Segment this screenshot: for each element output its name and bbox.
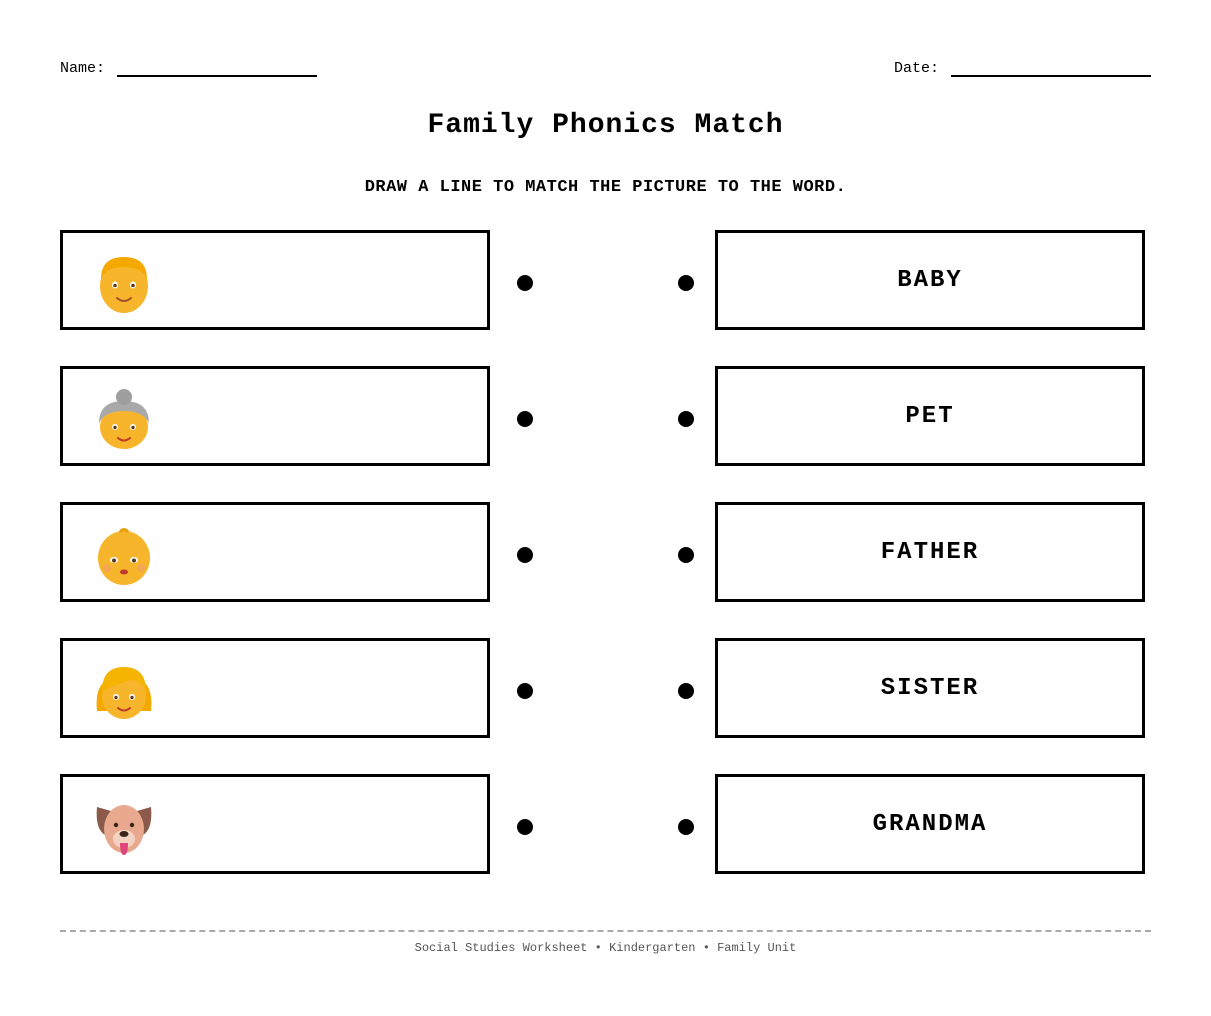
name-line[interactable]	[117, 63, 317, 77]
baby-face-icon	[93, 525, 155, 587]
word-label: PET	[905, 402, 955, 430]
picture-box	[60, 774, 490, 874]
page-title: Family Phonics Match	[427, 110, 784, 141]
word-dot[interactable]	[678, 275, 694, 291]
word-dot[interactable]	[678, 547, 694, 563]
date-field	[894, 60, 1151, 77]
picture-dot[interactable]	[517, 547, 533, 563]
name-label: Name:	[60, 60, 106, 77]
word-dot[interactable]	[678, 411, 694, 427]
word-box	[715, 638, 1145, 738]
picture-box	[60, 230, 490, 330]
picture-box	[60, 638, 490, 738]
footer-divider	[60, 930, 1151, 932]
word-box	[715, 502, 1145, 602]
word-label: BABY	[897, 266, 963, 294]
grandma-face-icon	[93, 389, 155, 451]
word-dot[interactable]	[678, 683, 694, 699]
word-label: FATHER	[880, 538, 980, 566]
dog-face-icon	[93, 797, 155, 859]
picture-dot[interactable]	[517, 819, 533, 835]
word-box	[715, 774, 1145, 874]
name-field	[60, 60, 317, 77]
picture-dot[interactable]	[517, 411, 533, 427]
header-row	[60, 60, 1151, 80]
man-face-icon	[93, 253, 155, 315]
girl-face-icon	[93, 661, 155, 723]
date-line[interactable]	[951, 63, 1151, 77]
date-label: Date:	[893, 60, 939, 77]
picture-box	[60, 502, 490, 602]
word-box	[715, 366, 1145, 466]
word-box	[715, 230, 1145, 330]
picture-dot[interactable]	[517, 275, 533, 291]
instructions: DRAW A LINE TO MATCH THE PICTURE TO THE WORD.	[364, 178, 847, 197]
word-label: SISTER	[880, 674, 980, 702]
picture-dot[interactable]	[517, 683, 533, 699]
footer-text: Social Studies Worksheet • Kindergarten • Family Unit	[414, 941, 797, 955]
word-dot[interactable]	[678, 819, 694, 835]
picture-box	[60, 366, 490, 466]
word-label: GRANDMA	[872, 810, 988, 838]
